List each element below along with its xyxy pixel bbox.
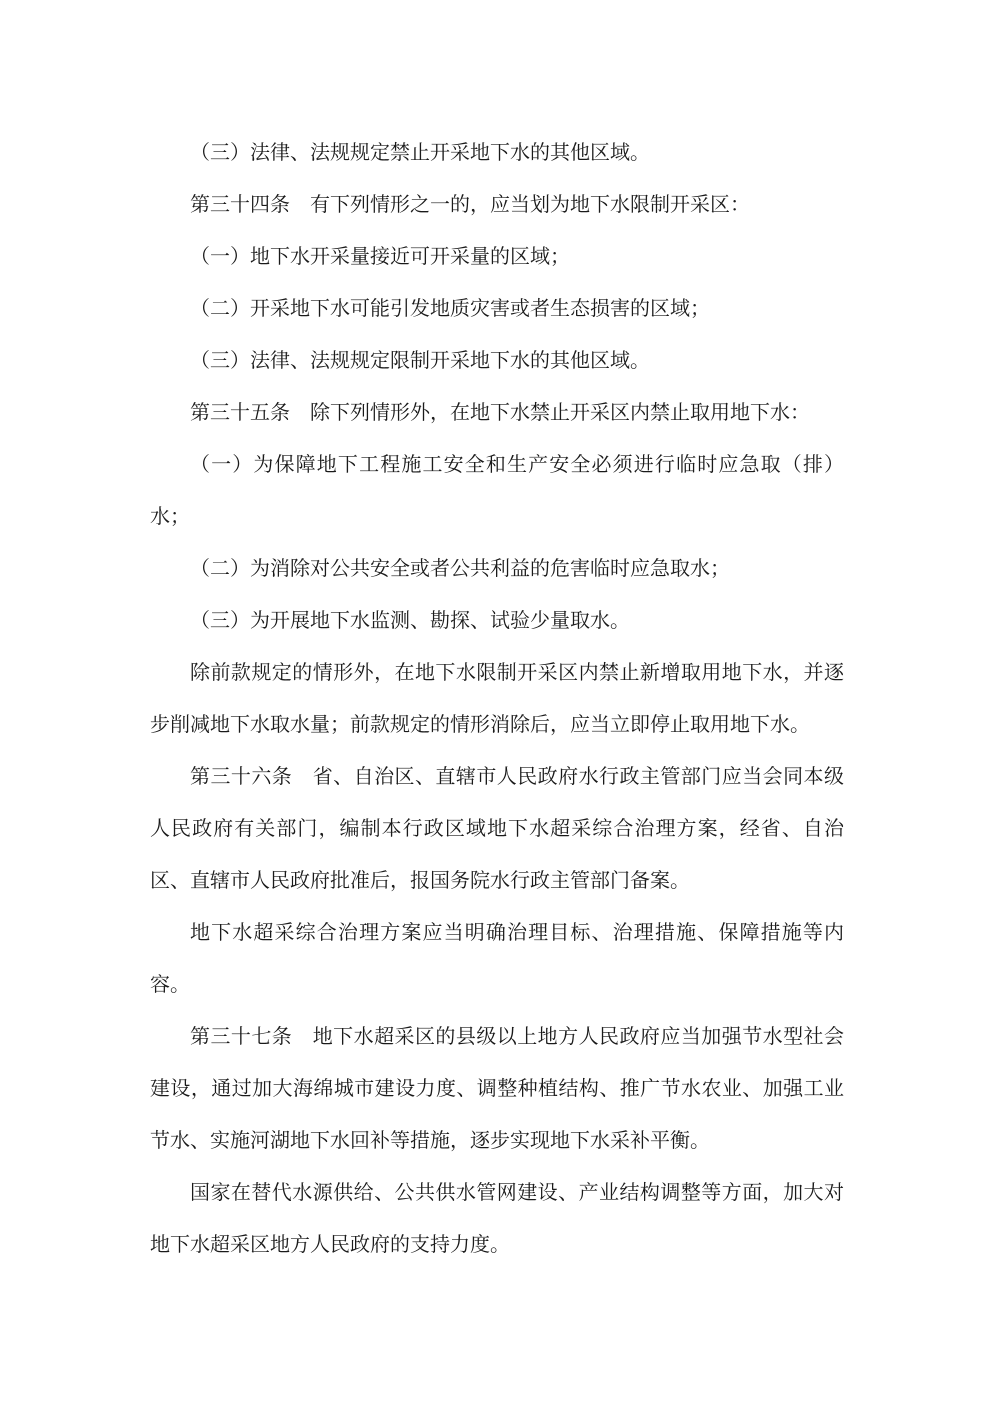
paragraph-article-35: 第三十五条 除下列情形外，在地下水禁止开采区内禁止取用地下水： bbox=[190, 400, 810, 424]
paragraph-item: （三）法律、法规规定限制开采地下水的其他区域。 bbox=[190, 348, 650, 372]
paragraph-article-37: 第三十七条 地下水超采区的县级以上地方人民政府应当加强节水型社会建设，通过加大海绵城市建设力度、调整种植结构、推广节水农业、加强工业节水、实施河湖地下水回补等措施，逐步实现地下水采补平衡。 bbox=[150, 1024, 844, 1152]
document-page bbox=[150, 126, 844, 1270]
paragraph-body: 除前款规定的情形外，在地下水限制开采区内禁止新增取用地下水，并逐步削减地下水取水量；前款规定的情形消除后，应当立即停止取用地下水。 bbox=[150, 660, 844, 736]
paragraph-item: （二）开采地下水可能引发地质灾害或者生态损害的区域； bbox=[190, 296, 710, 320]
paragraph-item: （二）为消除对公共安全或者公共利益的危害临时应急取水； bbox=[190, 556, 730, 580]
paragraph-body: 国家在替代水源供给、公共供水管网建设、产业结构调整等方面，加大对地下水超采区地方人民政府的支持力度。 bbox=[150, 1180, 844, 1256]
paragraph-body: 地下水超采综合治理方案应当明确治理目标、治理措施、保障措施等内容。 bbox=[150, 920, 844, 996]
paragraph-article-36: 第三十六条 省、自治区、直辖市人民政府水行政主管部门应当会同本级人民政府有关部门，编制本行政区域地下水超采综合治理方案，经省、自治区、直辖市人民政府批准后，报国务院水行政主管部门备案。 bbox=[150, 764, 844, 892]
paragraph-item: （三）为开展地下水监测、勘探、试验少量取水。 bbox=[190, 608, 630, 632]
paragraph-article-34: 第三十四条 有下列情形之一的，应当划为地下水限制开采区： bbox=[190, 192, 750, 216]
paragraph-item: （一）为保障地下工程施工安全和生产安全必须进行临时应急取（排）水； bbox=[150, 452, 844, 528]
paragraph-item: （三）法律、法规规定禁止开采地下水的其他区域。 bbox=[190, 140, 650, 164]
paragraph-item: （一）地下水开采量接近可开采量的区域； bbox=[190, 244, 570, 268]
